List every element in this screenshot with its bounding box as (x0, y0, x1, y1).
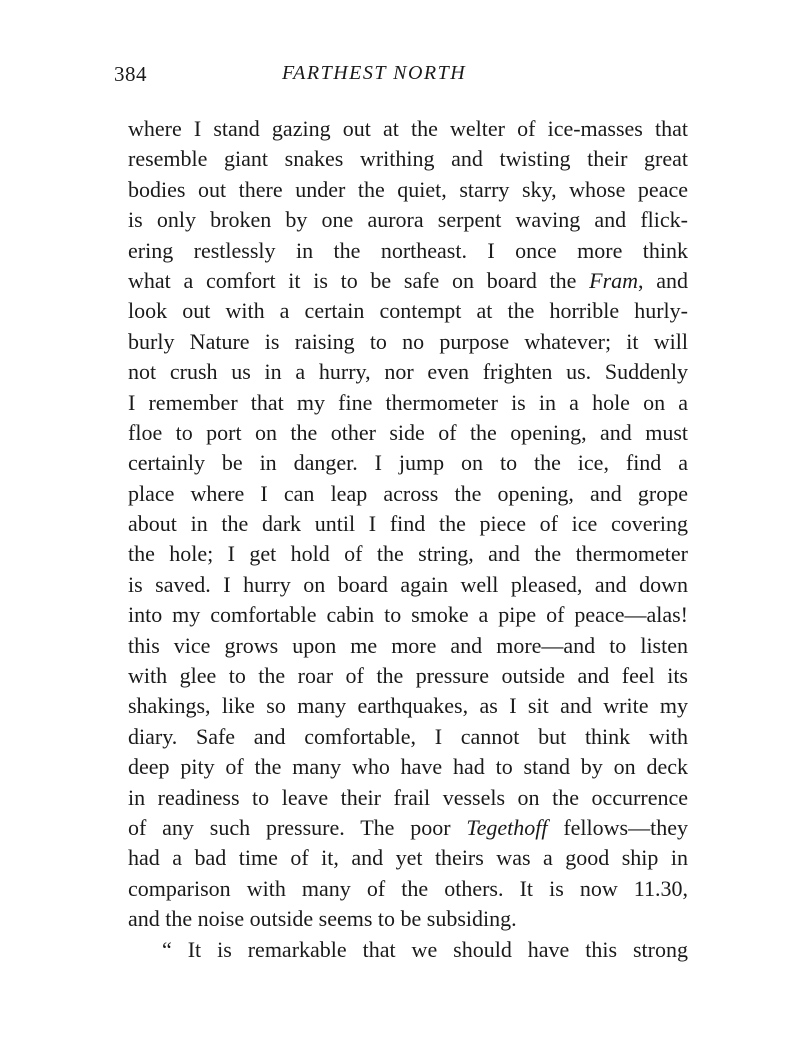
text-line: I remember that my fine thermometer is in a hole on a (128, 389, 688, 415)
text-line: with glee to the roar of the pressure outside and feel its (128, 663, 688, 689)
text-line: ering restlessly in the northeast. I once more think (128, 237, 688, 263)
text-line (128, 813, 688, 843)
text-line: “ It is remarkable that we should have this strong (162, 936, 688, 962)
page-header (114, 62, 686, 92)
text-run: what a comfort it is to be safe on board the (128, 267, 590, 293)
text-line: bodies out there under the quiet, starry sky, whose peace (128, 176, 688, 202)
text-run: , and (638, 267, 688, 293)
text-line: place where I can leap across the opening, and grope (128, 480, 688, 506)
text-line: is only broken by one aurora serpent waving and flick- (128, 207, 688, 233)
text-line (128, 266, 688, 296)
text-line: not crush us in a hurry, nor even frighten us. Suddenly (128, 359, 688, 385)
text-line: look out with a certain contempt at the horrible hurly- (128, 298, 688, 324)
running-head: FARTHEST NORTH (282, 62, 467, 84)
text-line: burly Nature is raising to no purpose whatever; it will (128, 328, 688, 354)
text-line: and the noise outside seems to be subsiding. (128, 906, 517, 932)
text-line: shakings, like so many earthquakes, as I sit and write my (128, 693, 688, 719)
text-line: into my comfortable cabin to smoke a pipe of peace—alas! (128, 602, 688, 628)
text-run: fellows—they (547, 814, 688, 840)
text-line: in readiness to leave their frail vessels on the occurrence (128, 784, 688, 810)
text-line: the hole; I get hold of the string, and the thermometer (128, 541, 688, 567)
text-line: diary. Safe and comfortable, I cannot but think with (128, 723, 688, 749)
ship-name-fram: Fram (589, 267, 639, 293)
text-run: of any such pressure. The poor (128, 814, 467, 840)
page-number: 384 (114, 62, 147, 86)
text-line: resemble giant snakes writhing and twisting their great (128, 146, 688, 172)
text-line: about in the dark until I find the piece of ice covering (128, 511, 688, 537)
ship-name-tegethoff: Tegethoff (466, 814, 548, 840)
text-line: had a bad time of it, and yet theirs was a good ship in (128, 845, 688, 871)
text-line: is saved. I hurry on board again well pleased, and down (128, 571, 688, 597)
text-line: floe to port on the other side of the opening, and must (128, 419, 688, 445)
text-line: where I stand gazing out at the welter of ice-masses that (128, 116, 688, 141)
text-line: deep pity of the many who have had to stand by on deck (128, 754, 688, 780)
body-text (128, 114, 688, 965)
text-line: comparison with many of the others. It is now 11.30, (128, 875, 688, 901)
text-line: certainly be in danger. I jump on to the ice, find a (128, 450, 688, 476)
text-line: this vice grows upon me more and more—and to listen (128, 632, 688, 658)
